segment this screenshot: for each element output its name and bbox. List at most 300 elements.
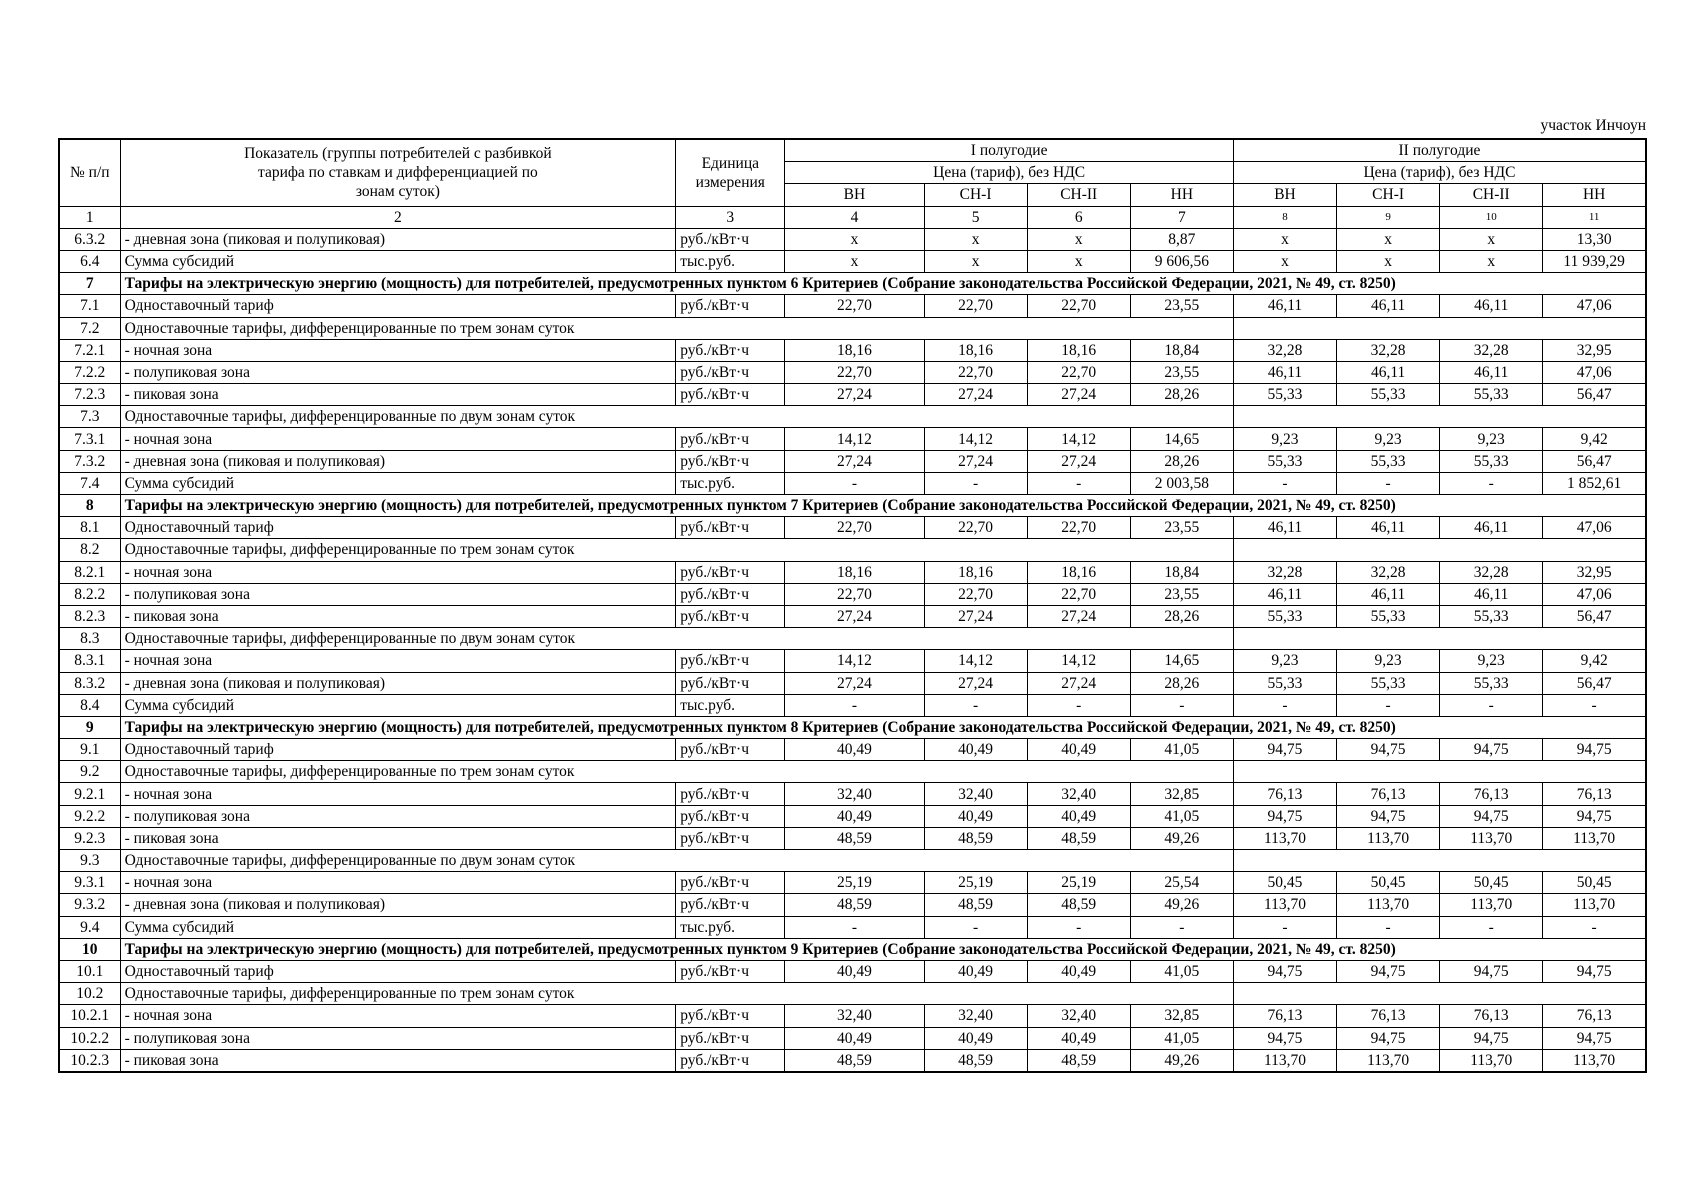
- value-cell: 113,70: [1233, 894, 1336, 916]
- value-cell: 94,75: [1233, 805, 1336, 827]
- row-unit: руб./кВт·ч: [676, 228, 785, 250]
- value-cell: -: [785, 916, 924, 938]
- row-unit: руб./кВт·ч: [676, 605, 785, 627]
- value-cell: x: [785, 250, 924, 272]
- value-cell: -: [1543, 694, 1646, 716]
- value-cell: 8,87: [1130, 228, 1233, 250]
- col-number: 5: [924, 206, 1027, 228]
- col-number: 6: [1027, 206, 1130, 228]
- row-number: 7.2: [59, 317, 120, 339]
- value-cell: 32,95: [1543, 339, 1646, 361]
- value-cell: -: [1337, 916, 1440, 938]
- table-row: [59, 561, 1646, 583]
- site-label: участок Инчоун: [1540, 117, 1646, 134]
- col-number: 2: [120, 206, 676, 228]
- table-row: [59, 650, 1646, 672]
- col-number: 1: [59, 206, 120, 228]
- value-cell: 113,70: [1337, 1049, 1440, 1072]
- value-cell: 48,59: [924, 894, 1027, 916]
- header-level: НН: [1543, 184, 1646, 206]
- value-cell: 32,28: [1440, 339, 1543, 361]
- row-unit: руб./кВт·ч: [676, 1049, 785, 1072]
- empty-cell: [785, 539, 1234, 561]
- value-cell: 47,06: [1543, 295, 1646, 317]
- value-cell: 55,33: [1233, 672, 1336, 694]
- value-cell: 46,11: [1337, 583, 1440, 605]
- value-cell: 40,49: [924, 805, 1027, 827]
- row-unit: руб./кВт·ч: [676, 805, 785, 827]
- value-cell: 50,45: [1543, 872, 1646, 894]
- section-title: Тарифы на электрическую энергию (мощность) для потребителей, предусмотренных пунктом 9 Критериев (Собрание законодательства Российской Федерации, 2021, № 49, ст. 8250): [120, 938, 1646, 960]
- value-cell: 94,75: [1440, 739, 1543, 761]
- value-cell: 14,12: [924, 428, 1027, 450]
- value-cell: 56,47: [1543, 384, 1646, 406]
- value-cell: 50,45: [1337, 872, 1440, 894]
- value-cell: 22,70: [1027, 583, 1130, 605]
- value-cell: 76,13: [1440, 783, 1543, 805]
- group-row: [59, 539, 1646, 561]
- row-unit: тыс.руб.: [676, 916, 785, 938]
- row-indicator: - пиковая зона: [120, 384, 676, 406]
- empty-cell: [1233, 850, 1646, 872]
- value-cell: 9,23: [1233, 428, 1336, 450]
- row-indicator: - ночная зона: [120, 783, 676, 805]
- row-number: 8.2.1: [59, 561, 120, 583]
- section-row: [59, 273, 1646, 295]
- value-cell: -: [785, 694, 924, 716]
- value-cell: 55,33: [1337, 450, 1440, 472]
- header-half1: I полугодие: [785, 139, 1234, 162]
- value-cell: -: [924, 472, 1027, 494]
- value-cell: 94,75: [1543, 805, 1646, 827]
- table-row: [59, 672, 1646, 694]
- row-number: 7.2.3: [59, 384, 120, 406]
- table-row: [59, 1027, 1646, 1049]
- row-number: 7.3: [59, 406, 120, 428]
- value-cell: 28,26: [1130, 605, 1233, 627]
- row-indicator: - ночная зона: [120, 339, 676, 361]
- header-num: № п/п: [59, 139, 120, 206]
- value-cell: 113,70: [1543, 827, 1646, 849]
- row-indicator: - дневная зона (пиковая и полупиковая): [120, 672, 676, 694]
- value-cell: 48,59: [1027, 894, 1130, 916]
- value-cell: 46,11: [1233, 361, 1336, 383]
- header-level: ВН: [1233, 184, 1336, 206]
- value-cell: 23,55: [1130, 517, 1233, 539]
- section-row: [59, 938, 1646, 960]
- value-cell: 47,06: [1543, 517, 1646, 539]
- header-level: СН-II: [1440, 184, 1543, 206]
- value-cell: x: [1027, 228, 1130, 250]
- row-indicator: Сумма субсидий: [120, 916, 676, 938]
- row-number: 8.3.2: [59, 672, 120, 694]
- row-indicator: - полупиковая зона: [120, 361, 676, 383]
- value-cell: 48,59: [785, 827, 924, 849]
- value-cell: 22,70: [1027, 361, 1130, 383]
- row-indicator: Одноставочный тариф: [120, 739, 676, 761]
- value-cell: 94,75: [1337, 805, 1440, 827]
- value-cell: 48,59: [1027, 827, 1130, 849]
- value-cell: -: [1337, 472, 1440, 494]
- value-cell: 32,40: [785, 1005, 924, 1027]
- value-cell: -: [1027, 916, 1130, 938]
- value-cell: 11 939,29: [1543, 250, 1646, 272]
- value-cell: 28,26: [1130, 672, 1233, 694]
- value-cell: -: [1027, 472, 1130, 494]
- group-title: Одноставочные тарифы, дифференцированные по трем зонам суток: [120, 761, 785, 783]
- row-number: 9.2.1: [59, 783, 120, 805]
- value-cell: 23,55: [1130, 361, 1233, 383]
- empty-cell: [785, 983, 1234, 1005]
- value-cell: 94,75: [1543, 960, 1646, 982]
- value-cell: 25,54: [1130, 872, 1233, 894]
- value-cell: 94,75: [1337, 960, 1440, 982]
- group-row: [59, 983, 1646, 1005]
- row-indicator: - полупиковая зона: [120, 583, 676, 605]
- row-unit: руб./кВт·ч: [676, 384, 785, 406]
- value-cell: 18,84: [1130, 339, 1233, 361]
- row-unit: руб./кВт·ч: [676, 361, 785, 383]
- row-unit: тыс.руб.: [676, 250, 785, 272]
- value-cell: 28,26: [1130, 384, 1233, 406]
- row-indicator: Сумма субсидий: [120, 472, 676, 494]
- value-cell: x: [1233, 250, 1336, 272]
- row-indicator: Одноставочный тариф: [120, 295, 676, 317]
- value-cell: x: [1440, 228, 1543, 250]
- value-cell: x: [1233, 228, 1336, 250]
- row-unit: руб./кВт·ч: [676, 783, 785, 805]
- row-number: 8.4: [59, 694, 120, 716]
- value-cell: -: [1027, 694, 1130, 716]
- value-cell: -: [1440, 694, 1543, 716]
- row-indicator: - ночная зона: [120, 428, 676, 450]
- row-unit: руб./кВт·ч: [676, 1027, 785, 1049]
- value-cell: 94,75: [1440, 1027, 1543, 1049]
- section-title: Тарифы на электрическую энергию (мощность) для потребителей, предусмотренных пунктом 7 Критериев (Собрание законодательства Российской Федерации, 2021, № 49, ст. 8250): [120, 495, 1646, 517]
- group-title: Одноставочные тарифы, дифференцированные по трем зонам суток: [120, 539, 785, 561]
- value-cell: 40,49: [785, 960, 924, 982]
- value-cell: 27,24: [785, 672, 924, 694]
- value-cell: 40,49: [1027, 739, 1130, 761]
- empty-cell: [1233, 406, 1646, 428]
- table-body: [59, 228, 1646, 1072]
- row-indicator: - полупиковая зона: [120, 805, 676, 827]
- row-indicator: - пиковая зона: [120, 827, 676, 849]
- value-cell: 14,65: [1130, 428, 1233, 450]
- row-number: 7: [59, 273, 120, 295]
- value-cell: 27,24: [924, 605, 1027, 627]
- table-row: [59, 1005, 1646, 1027]
- value-cell: 76,13: [1233, 783, 1336, 805]
- row-number: 7.1: [59, 295, 120, 317]
- row-indicator: - дневная зона (пиковая и полупиковая): [120, 228, 676, 250]
- value-cell: 49,26: [1130, 894, 1233, 916]
- header-level: НН: [1130, 184, 1233, 206]
- group-title: Одноставочные тарифы, дифференцированные по трем зонам суток: [120, 317, 785, 339]
- row-unit: руб./кВт·ч: [676, 672, 785, 694]
- row-number: 10.1: [59, 960, 120, 982]
- value-cell: 27,24: [924, 450, 1027, 472]
- value-cell: 2 003,58: [1130, 472, 1233, 494]
- value-cell: 46,11: [1337, 517, 1440, 539]
- value-cell: 27,24: [785, 384, 924, 406]
- row-unit: руб./кВт·ч: [676, 583, 785, 605]
- value-cell: 41,05: [1130, 1027, 1233, 1049]
- value-cell: -: [924, 916, 1027, 938]
- header-price-2: Цена (тариф), без НДС: [1233, 162, 1646, 184]
- value-cell: 94,75: [1233, 739, 1336, 761]
- header-level: ВН: [785, 184, 924, 206]
- value-cell: 32,28: [1440, 561, 1543, 583]
- value-cell: 9,42: [1543, 428, 1646, 450]
- table-row: [59, 872, 1646, 894]
- value-cell: 22,70: [785, 361, 924, 383]
- value-cell: 47,06: [1543, 583, 1646, 605]
- value-cell: 55,33: [1233, 450, 1336, 472]
- value-cell: 50,45: [1233, 872, 1336, 894]
- value-cell: 41,05: [1130, 739, 1233, 761]
- value-cell: 40,49: [785, 1027, 924, 1049]
- value-cell: 55,33: [1337, 605, 1440, 627]
- value-cell: 113,70: [1440, 894, 1543, 916]
- empty-cell: [785, 406, 1234, 428]
- value-cell: 22,70: [785, 583, 924, 605]
- row-number: 10.2.1: [59, 1005, 120, 1027]
- value-cell: 14,12: [785, 428, 924, 450]
- row-number: 10: [59, 938, 120, 960]
- value-cell: 55,33: [1440, 605, 1543, 627]
- value-cell: 1 852,61: [1543, 472, 1646, 494]
- value-cell: 22,70: [924, 583, 1027, 605]
- value-cell: x: [924, 250, 1027, 272]
- value-cell: 32,85: [1130, 1005, 1233, 1027]
- value-cell: 48,59: [785, 894, 924, 916]
- value-cell: 55,33: [1233, 605, 1336, 627]
- value-cell: 113,70: [1440, 827, 1543, 849]
- row-number: 10.2.2: [59, 1027, 120, 1049]
- value-cell: 46,11: [1233, 583, 1336, 605]
- table-row: [59, 605, 1646, 627]
- header-price-1: Цена (тариф), без НДС: [785, 162, 1234, 184]
- value-cell: 76,13: [1440, 1005, 1543, 1027]
- value-cell: 32,40: [1027, 1005, 1130, 1027]
- row-number: 9.2: [59, 761, 120, 783]
- value-cell: 94,75: [1440, 805, 1543, 827]
- row-indicator: Одноставочный тариф: [120, 517, 676, 539]
- value-cell: 40,49: [785, 805, 924, 827]
- value-cell: 40,49: [924, 739, 1027, 761]
- row-indicator: - ночная зона: [120, 561, 676, 583]
- value-cell: 46,11: [1337, 295, 1440, 317]
- row-indicator: - полупиковая зона: [120, 1027, 676, 1049]
- value-cell: 22,70: [924, 517, 1027, 539]
- col-number: 4: [785, 206, 924, 228]
- section-title: Тарифы на электрическую энергию (мощность) для потребителей, предусмотренных пунктом 6 Критериев (Собрание законодательства Российской Федерации, 2021, № 49, ст. 8250): [120, 273, 1646, 295]
- value-cell: 32,95: [1543, 561, 1646, 583]
- table-row: [59, 739, 1646, 761]
- group-row: [59, 317, 1646, 339]
- col-number: 10: [1440, 206, 1543, 228]
- value-cell: x: [1337, 228, 1440, 250]
- value-cell: 18,16: [924, 561, 1027, 583]
- value-cell: 55,33: [1337, 672, 1440, 694]
- value-cell: -: [1440, 916, 1543, 938]
- row-indicator: Сумма субсидий: [120, 694, 676, 716]
- table-row: [59, 827, 1646, 849]
- header-level: СН-II: [1027, 184, 1130, 206]
- row-number: 6.4: [59, 250, 120, 272]
- tariff-table: [58, 138, 1647, 1073]
- header-half2: II полугодие: [1233, 139, 1646, 162]
- value-cell: 32,28: [1337, 561, 1440, 583]
- table-row: [59, 894, 1646, 916]
- value-cell: 25,19: [1027, 872, 1130, 894]
- group-row: [59, 850, 1646, 872]
- value-cell: 27,24: [785, 450, 924, 472]
- value-cell: 25,19: [785, 872, 924, 894]
- value-cell: 94,75: [1543, 1027, 1646, 1049]
- empty-cell: [1233, 761, 1646, 783]
- value-cell: 27,24: [1027, 672, 1130, 694]
- row-number: 8.3.1: [59, 650, 120, 672]
- value-cell: 46,11: [1440, 517, 1543, 539]
- value-cell: -: [1130, 916, 1233, 938]
- table-row: [59, 805, 1646, 827]
- table-row: [59, 361, 1646, 383]
- value-cell: 32,85: [1130, 783, 1233, 805]
- value-cell: 14,12: [924, 650, 1027, 672]
- value-cell: 18,16: [785, 339, 924, 361]
- value-cell: 40,49: [924, 960, 1027, 982]
- value-cell: 46,11: [1440, 361, 1543, 383]
- value-cell: 40,49: [1027, 1027, 1130, 1049]
- row-indicator: - ночная зона: [120, 1005, 676, 1027]
- value-cell: 32,40: [924, 1005, 1027, 1027]
- value-cell: 9,23: [1440, 428, 1543, 450]
- value-cell: 9,23: [1337, 428, 1440, 450]
- value-cell: 55,33: [1233, 384, 1336, 406]
- row-number: 9.4: [59, 916, 120, 938]
- value-cell: 22,70: [785, 295, 924, 317]
- value-cell: 113,70: [1337, 827, 1440, 849]
- value-cell: 14,12: [785, 650, 924, 672]
- header-unit: Единица измерения: [676, 139, 785, 206]
- value-cell: 28,26: [1130, 450, 1233, 472]
- value-cell: 25,19: [924, 872, 1027, 894]
- row-indicator: - ночная зона: [120, 872, 676, 894]
- value-cell: 32,40: [1027, 783, 1130, 805]
- row-number: 8.2.2: [59, 583, 120, 605]
- value-cell: 113,70: [1440, 1049, 1543, 1072]
- table-row: [59, 250, 1646, 272]
- row-unit: руб./кВт·ч: [676, 872, 785, 894]
- empty-cell: [1233, 628, 1646, 650]
- value-cell: 23,55: [1130, 295, 1233, 317]
- value-cell: x: [1027, 250, 1130, 272]
- value-cell: 27,24: [1027, 384, 1130, 406]
- value-cell: 94,75: [1233, 960, 1336, 982]
- value-cell: 9,42: [1543, 650, 1646, 672]
- section-row: [59, 716, 1646, 738]
- value-cell: 48,59: [785, 1049, 924, 1072]
- row-number: 7.4: [59, 472, 120, 494]
- empty-cell: [785, 317, 1234, 339]
- value-cell: 9,23: [1440, 650, 1543, 672]
- table-row: [59, 1049, 1646, 1072]
- group-row: [59, 406, 1646, 428]
- value-cell: 48,59: [924, 1049, 1027, 1072]
- value-cell: 32,40: [924, 783, 1027, 805]
- header-indicator: Показатель (группы потребителей с разбивкой тарифа по ставкам и дифференциацией по зонам суток): [120, 139, 676, 206]
- value-cell: 46,11: [1440, 295, 1543, 317]
- row-unit: руб./кВт·ч: [676, 450, 785, 472]
- value-cell: 18,84: [1130, 561, 1233, 583]
- value-cell: 46,11: [1233, 295, 1336, 317]
- value-cell: 46,11: [1233, 517, 1336, 539]
- value-cell: 48,59: [924, 827, 1027, 849]
- value-cell: 55,33: [1440, 672, 1543, 694]
- value-cell: 41,05: [1130, 805, 1233, 827]
- value-cell: 56,47: [1543, 672, 1646, 694]
- col-number: 3: [676, 206, 785, 228]
- value-cell: 56,47: [1543, 450, 1646, 472]
- value-cell: -: [1130, 694, 1233, 716]
- value-cell: 94,75: [1440, 960, 1543, 982]
- row-indicator: Сумма субсидий: [120, 250, 676, 272]
- value-cell: 27,24: [924, 384, 1027, 406]
- value-cell: 40,49: [1027, 960, 1130, 982]
- value-cell: 40,49: [1027, 805, 1130, 827]
- row-unit: руб./кВт·ч: [676, 1005, 785, 1027]
- value-cell: -: [1337, 694, 1440, 716]
- row-unit: тыс.руб.: [676, 472, 785, 494]
- value-cell: 56,47: [1543, 605, 1646, 627]
- value-cell: 22,70: [924, 361, 1027, 383]
- value-cell: 76,13: [1233, 1005, 1336, 1027]
- row-unit: руб./кВт·ч: [676, 650, 785, 672]
- group-title: Одноставочные тарифы, дифференцированные по двум зонам суток: [120, 850, 785, 872]
- col-number: 8: [1233, 206, 1336, 228]
- row-number: 8: [59, 495, 120, 517]
- group-row: [59, 761, 1646, 783]
- section-row: [59, 495, 1646, 517]
- row-unit: руб./кВт·ч: [676, 561, 785, 583]
- value-cell: 13,30: [1543, 228, 1646, 250]
- value-cell: 18,16: [924, 339, 1027, 361]
- table-row: [59, 339, 1646, 361]
- value-cell: x: [785, 228, 924, 250]
- value-cell: x: [1440, 250, 1543, 272]
- value-cell: 22,70: [1027, 517, 1130, 539]
- value-cell: 9,23: [1337, 650, 1440, 672]
- value-cell: 27,24: [1027, 450, 1130, 472]
- empty-cell: [785, 850, 1234, 872]
- row-indicator: - пиковая зона: [120, 1049, 676, 1072]
- row-unit: руб./кВт·ч: [676, 517, 785, 539]
- value-cell: -: [1233, 472, 1336, 494]
- value-cell: 55,33: [1440, 450, 1543, 472]
- value-cell: 23,55: [1130, 583, 1233, 605]
- row-number: 7.2.1: [59, 339, 120, 361]
- empty-cell: [1233, 317, 1646, 339]
- value-cell: 76,13: [1543, 783, 1646, 805]
- row-number: 8.2: [59, 539, 120, 561]
- row-number: 9.2.2: [59, 805, 120, 827]
- value-cell: 76,13: [1337, 783, 1440, 805]
- value-cell: 46,11: [1440, 583, 1543, 605]
- col-number: 7: [1130, 206, 1233, 228]
- value-cell: 18,16: [785, 561, 924, 583]
